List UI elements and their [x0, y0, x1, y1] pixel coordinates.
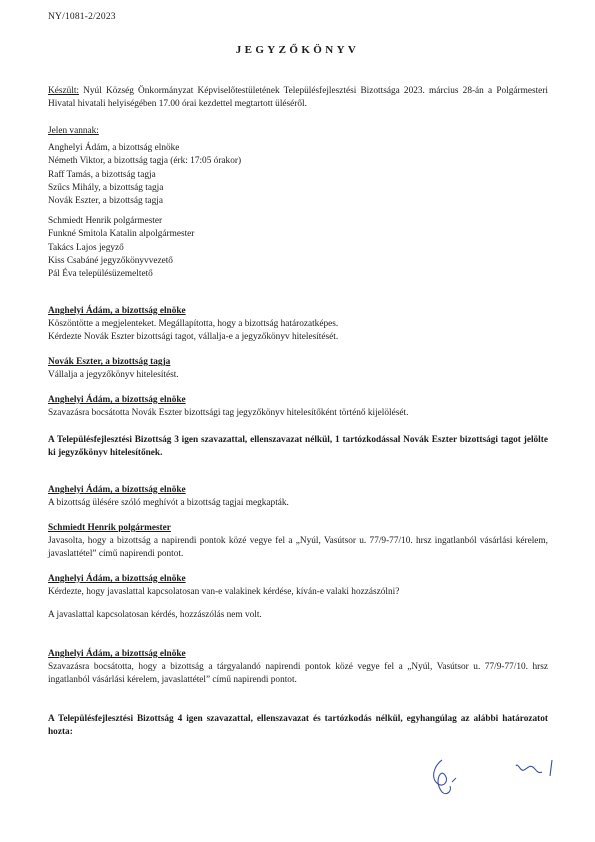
paragraph: Köszöntötte a megjelenteket. Megállapította, hogy a bizottság határozatképes. — [48, 319, 339, 329]
speaker-heading: Novák Eszter, a bizottság tagja — [48, 357, 171, 367]
member-item: Novák Eszter, a bizottság tagja — [48, 196, 164, 207]
vote-result-2: A Településfejlesztési Bizottság 4 igen szavazattal, ellenszavazat és tartózkodás nélkül, egyhangúlag az alábbi határozatot hozta: — [48, 714, 548, 737]
speaker-heading: Anghelyi Ádám, a bizottság elnöke — [48, 485, 186, 495]
attendee-item: Pál Éva településüzemeltető — [48, 269, 153, 280]
present-label: Jelen vannak: — [48, 126, 99, 136]
document-number: NY/1081-2/2023 — [48, 12, 116, 22]
member-item: Németh Viktor, a bizottság tagja (érk: 17:05 órakor) — [48, 156, 242, 167]
member-item: Anghelyi Ádám, a bizottság elnöke — [48, 143, 180, 153]
members-list — [48, 142, 241, 208]
attendee-item: Takács Lajos jegyző — [48, 242, 124, 253]
others-list — [48, 215, 194, 281]
section-chair-vote — [48, 394, 548, 420]
section-mayor — [48, 522, 548, 561]
paragraph: A bizottság ülésére szóló meghívót a bizottság tagjai megkapták. — [48, 498, 289, 508]
member-item: Raff Tamás, a bizottság tagja — [48, 169, 156, 180]
paragraph: Kérdezte, hogy javaslattal kapcsolatosan van-e valakinek kérdése, kíván-e valaki hozzászólni? — [48, 587, 400, 597]
paragraph: Szavazásra bocsátotta, hogy a bizottság a tárgyalandó napirendi pontok közé vegye fel a „Nyúl, Vasútsor u. 77/9-77/10. hrsz ingatlanból vásárlási kérelem, javaslattétel” című napirendi pontot. — [48, 662, 548, 685]
section-chair-invitation — [48, 484, 548, 510]
section-chair-question — [48, 573, 548, 622]
paragraph: Javasolta, hogy a bizottság a napirendi pontok közé vegye fel a „Nyúl, Vasútsor u. 77/9-77/10. hrsz ingatlanból vásárlási kérelem, javaslattétel” című napirendi pontot. — [48, 536, 548, 559]
attendee-item: Schmiedt Henrik polgármester — [48, 216, 163, 226]
speaker-heading: Anghelyi Ádám, a bizottság elnöke — [48, 306, 186, 316]
speaker-heading: Anghelyi Ádám, a bizottság elnöke — [48, 649, 186, 659]
paragraph: Szavazásra bocsátotta Novák Eszter bizottsági tag jegyzőkönyv hitelesítőként történő kijelölését. — [48, 408, 409, 418]
attendee-item: Kiss Csabáné jegyzőkönyvvezető — [48, 255, 173, 266]
intro-paragraph — [48, 85, 548, 111]
paragraph: A javaslattal kapcsolatosan kérdés, hozzászólás nem volt. — [48, 610, 262, 620]
intro-text: Nyúl Község Önkormányzat Képviselőtestületének Településfejlesztési Bizottsága 2023. március 28-án a Polgármesteri Hivatal hivatali helyiségében 17.00 órai kezdettel megtartott üléséről. — [48, 86, 548, 109]
section-chair-agenda-vote — [48, 648, 548, 687]
attendee-item: Funkné Smitola Katalin alpolgármester — [48, 229, 195, 240]
section-novak — [48, 356, 548, 382]
speaker-heading: Anghelyi Ádám, a bizottság elnöke — [48, 574, 186, 584]
signature-scribbles — [420, 752, 580, 802]
speaker-heading: Schmiedt Henrik polgármester — [48, 523, 171, 533]
document-title: JEGYZŐKÖNYV — [235, 44, 360, 56]
intro-label: Készült: — [48, 86, 79, 96]
paragraph: Kérdezte Novák Eszter bizottsági tagot, vállalja-e a jegyzőkönyv hitelesítését. — [48, 332, 339, 342]
paragraph: Vállalja a jegyzőkönyv hitelesítést. — [48, 370, 179, 380]
speaker-heading: Anghelyi Ádám, a bizottság elnöke — [48, 395, 186, 405]
section-chair-opening — [48, 305, 548, 344]
vote-result-1: A Településfejlesztési Bizottság 3 igen szavazattal, ellenszavazat nélkül, 1 tartózkodással Novák Eszter bizottsági tagot jelölte ki jegyzőkönyv hitelesítőnek. — [48, 435, 548, 458]
member-item: Szűcs Mihály, a bizottság tagja — [48, 182, 164, 193]
